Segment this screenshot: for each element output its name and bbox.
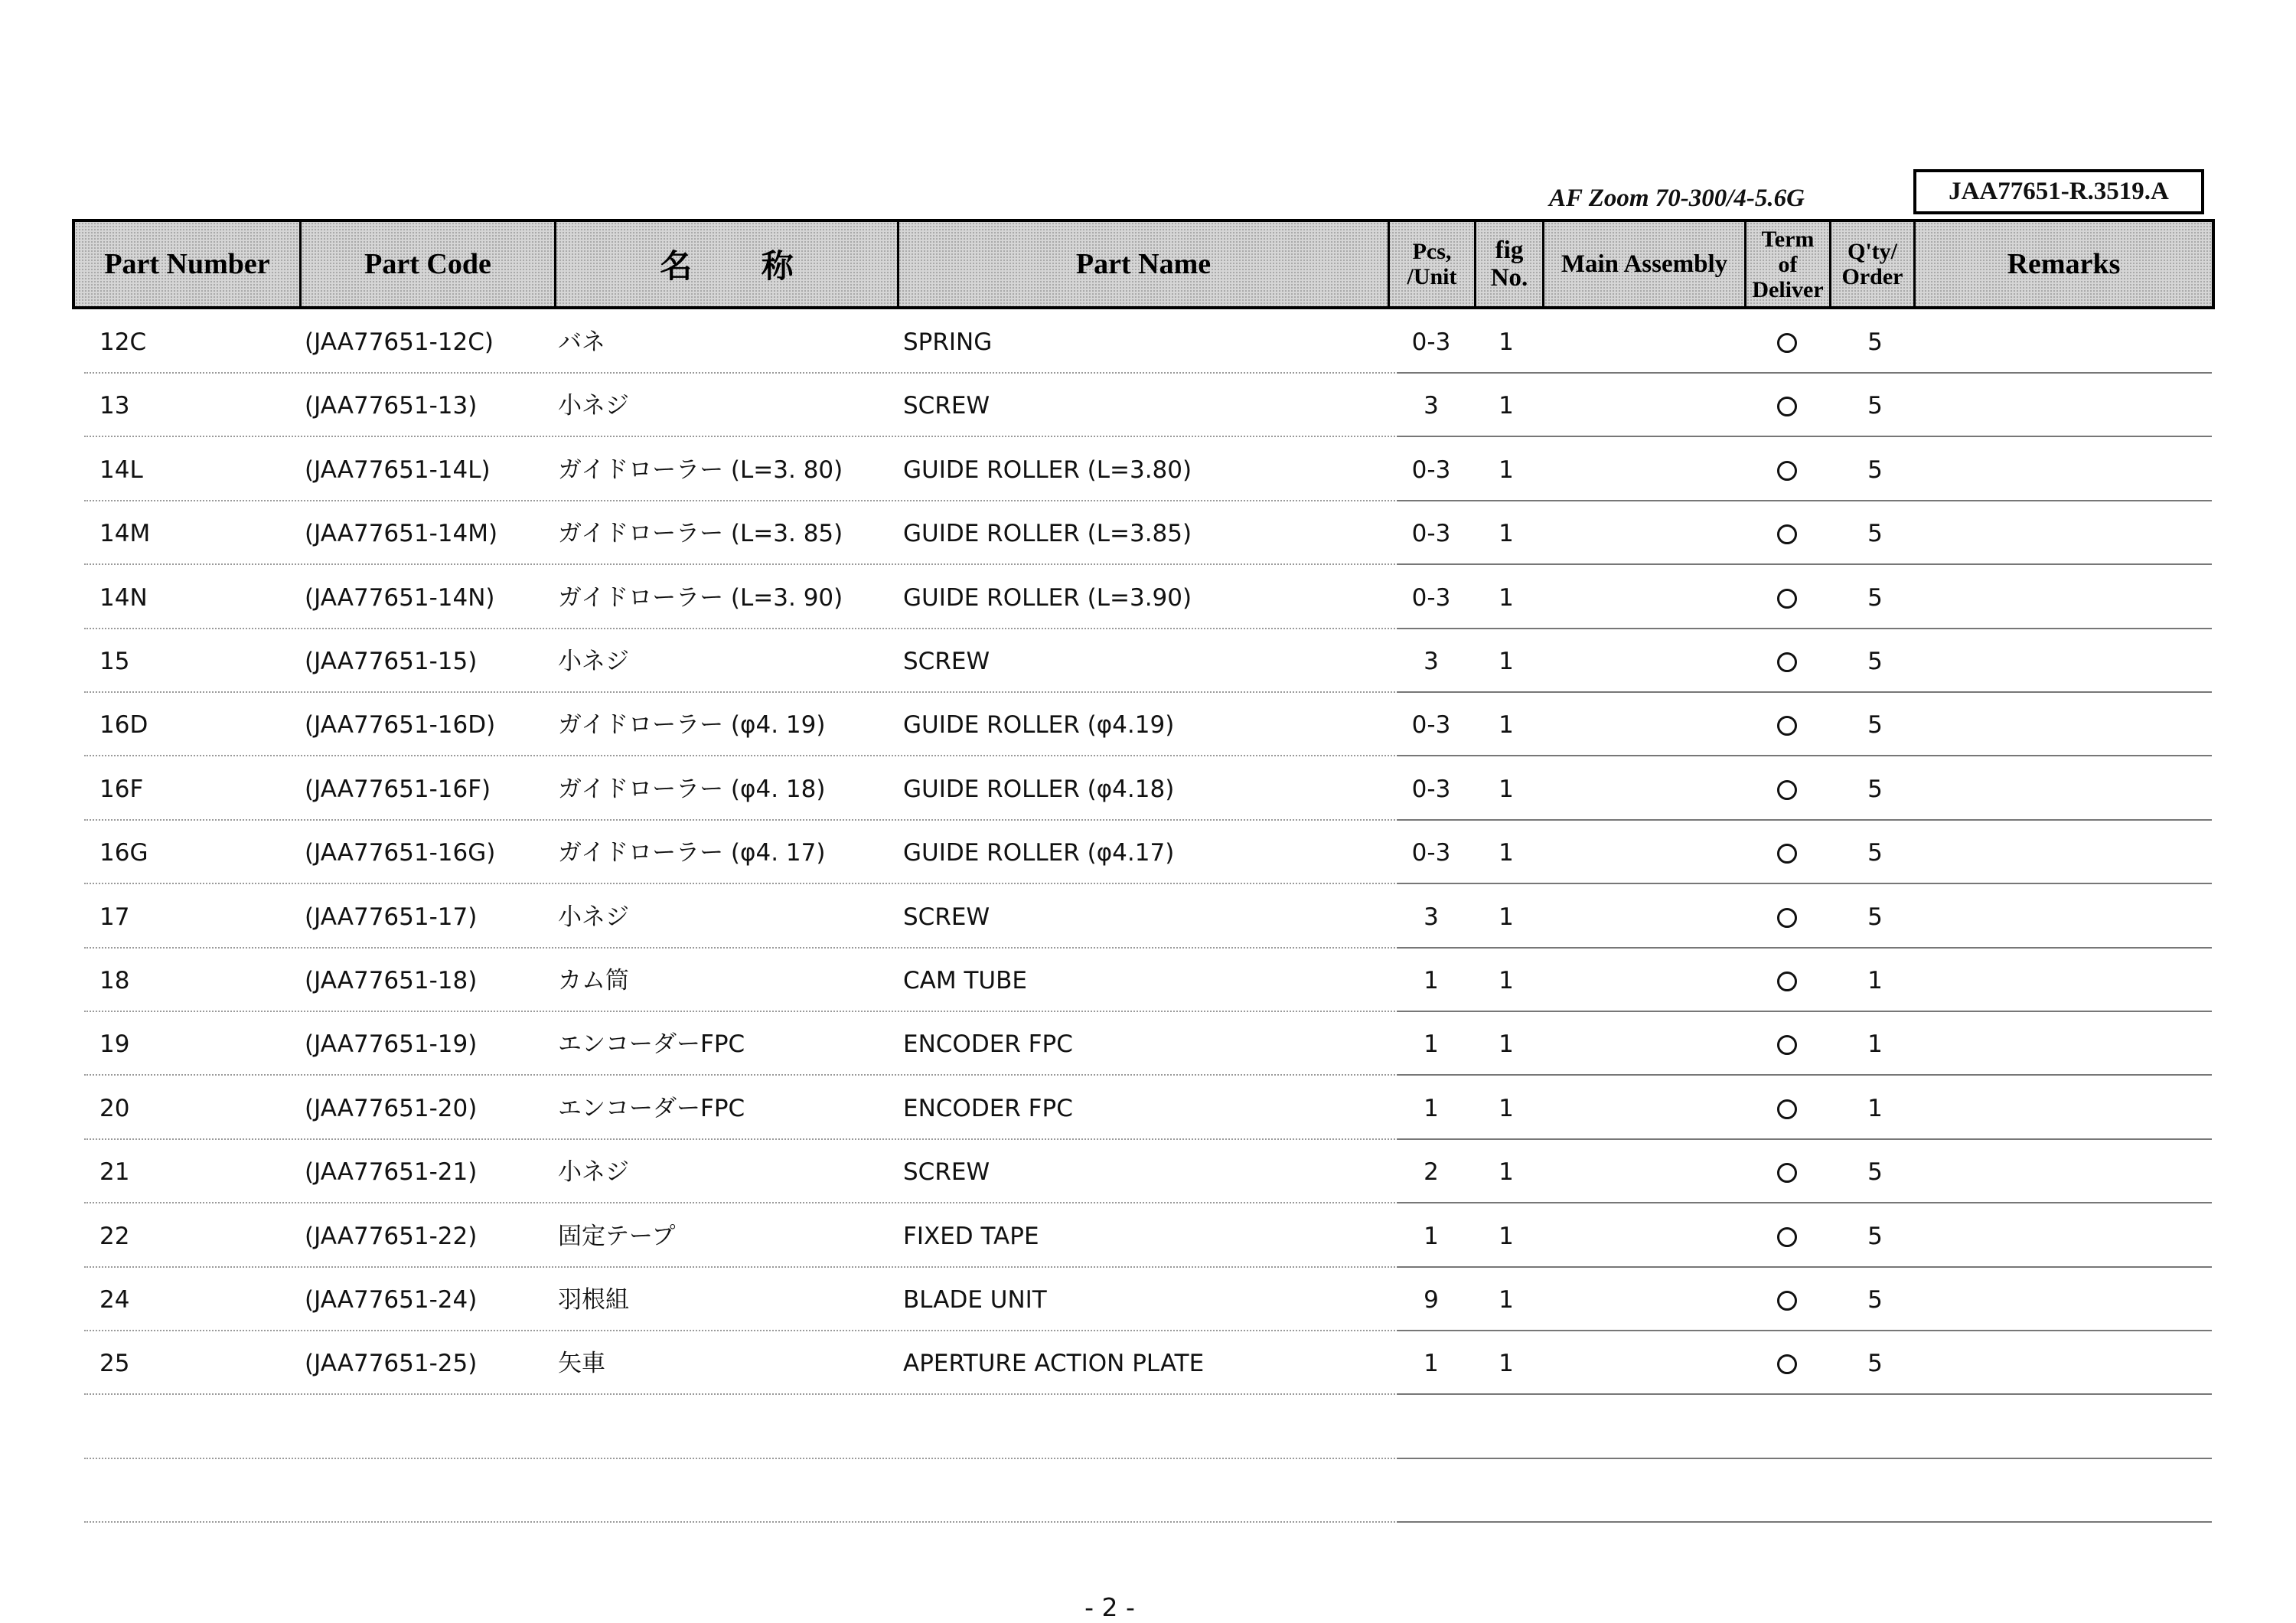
row-divider-right: [1397, 628, 2212, 629]
fig-no-cell: 1: [1499, 1095, 1514, 1122]
fig-no-cell: 1: [1499, 711, 1514, 739]
row-divider-right: [1397, 1011, 2212, 1012]
fig-no-cell: 1: [1499, 328, 1514, 356]
part-number-cell: 19: [99, 1030, 130, 1058]
part-code-cell: (JAA77651-13): [305, 392, 478, 420]
pcs-unit-cell: 3: [1424, 903, 1439, 931]
header-name-jp: 名 称: [556, 222, 899, 306]
pcs-unit-cell: 0-3: [1411, 328, 1451, 356]
pcs-unit-cell: 0-3: [1411, 456, 1451, 484]
empty-row-divider-right: [1397, 1458, 2212, 1459]
qty-order-cell: 5: [1867, 1158, 1883, 1186]
part-name-cell: BLADE UNIT: [903, 1286, 1047, 1314]
header-fig-no: [1476, 222, 1544, 306]
part-number-cell: 24: [99, 1286, 130, 1314]
part-name-cell: ENCODER FPC: [903, 1095, 1073, 1122]
pcs-unit-cell: 1: [1424, 1223, 1439, 1250]
pcs-unit-cell: 1: [1424, 1030, 1439, 1058]
term-of-deliver-circle: [1777, 1291, 1797, 1311]
part-name-cell: GUIDE ROLLER (L=3.90): [903, 584, 1192, 612]
header-part-code: Part Code: [302, 222, 556, 306]
header-term-line3: Deliver: [1752, 276, 1824, 302]
part-name-cell: SPRING: [903, 328, 993, 356]
qty-order-cell: 5: [1867, 648, 1883, 675]
part-number-cell: 25: [99, 1350, 130, 1377]
part-name-cell: APERTURE ACTION PLATE: [903, 1350, 1205, 1377]
header-part-name: Part Name: [899, 222, 1390, 306]
part-number-cell: 13: [99, 392, 130, 420]
name-jp-cell: 小ネジ: [558, 1158, 629, 1186]
header-part-number: Part Number: [75, 222, 302, 306]
header-fig-line1: fig: [1495, 237, 1524, 264]
empty-row-divider-right: [1397, 1521, 2212, 1523]
part-code-cell: (JAA77651-18): [305, 967, 478, 994]
name-jp-cell: カム筒: [558, 967, 629, 994]
qty-order-cell: 5: [1867, 1350, 1883, 1377]
qty-order-cell: 5: [1867, 456, 1883, 484]
name-jp-cell: バネ: [558, 328, 605, 356]
name-jp-cell: ガイドローラー (φ4. 19): [558, 711, 826, 739]
part-code-cell: (JAA77651-16D): [305, 711, 496, 739]
part-number-cell: 16D: [99, 711, 148, 739]
term-of-deliver-circle: [1777, 1354, 1797, 1374]
part-code-cell: (JAA77651-25): [305, 1350, 478, 1377]
row-divider-right: [1397, 436, 2212, 437]
pcs-unit-cell: 0-3: [1411, 711, 1451, 739]
name-jp-cell: ガイドローラー (L=3. 90): [558, 584, 843, 612]
qty-order-cell: 1: [1867, 1030, 1883, 1058]
part-number-cell: 16F: [99, 776, 144, 803]
part-code-cell: (JAA77651-17): [305, 903, 478, 931]
qty-order-cell: 5: [1867, 711, 1883, 739]
term-of-deliver-circle: [1777, 524, 1797, 544]
row-divider-right: [1397, 1074, 2212, 1076]
header-fig-line2: No.: [1490, 264, 1528, 292]
term-of-deliver-circle: [1777, 1099, 1797, 1119]
part-name-cell: GUIDE ROLLER (φ4.18): [903, 776, 1175, 803]
header-qty-line2: Order: [1841, 264, 1903, 289]
fig-no-cell: 1: [1499, 1223, 1514, 1250]
term-of-deliver-circle: [1777, 972, 1797, 991]
name-jp-cell: ガイドローラー (φ4. 18): [558, 776, 826, 803]
row-divider-right: [1397, 819, 2212, 821]
part-code-cell: (JAA77651-16F): [305, 776, 491, 803]
row-divider-right: [1397, 563, 2212, 565]
name-jp-cell: 矢車: [558, 1350, 605, 1377]
document-number: JAA77651-R.3519.A: [1913, 169, 2204, 214]
pcs-unit-cell: 3: [1424, 392, 1439, 420]
row-divider-right: [1397, 691, 2212, 693]
part-name-cell: ENCODER FPC: [903, 1030, 1073, 1058]
fig-no-cell: 1: [1499, 1030, 1514, 1058]
name-jp-cell: 小ネジ: [558, 648, 629, 675]
qty-order-cell: 5: [1867, 1223, 1883, 1250]
term-of-deliver-circle: [1777, 908, 1797, 928]
part-code-cell: (JAA77651-15): [305, 648, 478, 675]
part-number-cell: 22: [99, 1223, 130, 1250]
part-number-cell: 18: [99, 967, 130, 994]
header-remarks: Remarks: [2007, 248, 2121, 280]
qty-order-cell: 5: [1867, 1286, 1883, 1314]
part-name-cell: GUIDE ROLLER (φ4.17): [903, 839, 1175, 867]
part-name-cell: GUIDE ROLLER (L=3.80): [903, 456, 1192, 484]
pcs-unit-cell: 1: [1424, 967, 1439, 994]
page-number: - 2 -: [1084, 1592, 1135, 1622]
table-header: [72, 219, 2215, 309]
part-number-cell: 14N: [99, 584, 148, 612]
fig-no-cell: 1: [1499, 903, 1514, 931]
header-pcs-unit: [1390, 222, 1476, 306]
term-of-deliver-circle: [1777, 652, 1797, 672]
qty-order-cell: 5: [1867, 903, 1883, 931]
fig-no-cell: 1: [1499, 776, 1514, 803]
name-jp-cell: ガイドローラー (φ4. 17): [558, 839, 826, 867]
name-jp-cell: エンコーダーFPC: [558, 1030, 745, 1058]
name-jp-cell: ガイドローラー (L=3. 80): [558, 456, 843, 484]
part-number-cell: 16G: [99, 839, 148, 867]
pcs-unit-cell: 1: [1424, 1095, 1439, 1122]
term-of-deliver-circle: [1777, 780, 1797, 800]
name-jp-cell: 羽根組: [558, 1286, 629, 1314]
header-main-assembly: Main Assembly: [1544, 222, 1746, 306]
header-term-of-deliver: [1746, 222, 1831, 306]
pcs-unit-cell: 0-3: [1411, 520, 1451, 547]
term-of-deliver-circle: [1777, 1227, 1797, 1247]
part-name-cell: CAM TUBE: [903, 967, 1027, 994]
part-code-cell: (JAA77651-19): [305, 1030, 478, 1058]
qty-order-cell: 5: [1867, 328, 1883, 356]
row-divider-right: [1397, 883, 2212, 884]
part-code-cell: (JAA77651-14N): [305, 584, 495, 612]
header-pcs-line2: /Unit: [1407, 264, 1457, 289]
row-divider-right: [1397, 1202, 2212, 1203]
part-name-cell: SCREW: [903, 392, 990, 420]
part-code-cell: (JAA77651-14M): [305, 520, 498, 547]
part-number-cell: 17: [99, 903, 130, 931]
part-code-cell: (JAA77651-14L): [305, 456, 491, 484]
pcs-unit-cell: 0-3: [1411, 839, 1451, 867]
term-of-deliver-circle: [1777, 1035, 1797, 1055]
part-name-cell: SCREW: [903, 903, 990, 931]
pcs-unit-cell: 1: [1424, 1350, 1439, 1377]
header-qty-line1: Q'ty/: [1848, 239, 1897, 264]
part-name-cell: GUIDE ROLLER (L=3.85): [903, 520, 1192, 547]
term-of-deliver-circle: [1777, 333, 1797, 353]
header-qty-order: [1831, 222, 1916, 306]
qty-order-cell: 5: [1867, 584, 1883, 612]
row-divider-right: [1397, 1330, 2212, 1331]
header-term-line2: of: [1778, 251, 1798, 277]
qty-order-cell: 5: [1867, 392, 1883, 420]
row-divider-right: [1397, 755, 2212, 756]
part-number-cell: 14M: [99, 520, 151, 547]
fig-no-cell: 1: [1499, 520, 1514, 547]
header-pcs-line1: Pcs,: [1412, 239, 1452, 264]
qty-order-cell: 5: [1867, 520, 1883, 547]
name-jp-cell: 小ネジ: [558, 392, 629, 420]
fig-no-cell: 1: [1499, 648, 1514, 675]
fig-no-cell: 1: [1499, 1350, 1514, 1377]
part-code-cell: (JAA77651-20): [305, 1095, 478, 1122]
term-of-deliver-circle: [1777, 589, 1797, 609]
term-of-deliver-circle: [1777, 461, 1797, 481]
row-divider-right: [1397, 500, 2212, 501]
part-code-cell: (JAA77651-21): [305, 1158, 478, 1186]
part-code-cell: (JAA77651-16G): [305, 839, 496, 867]
pcs-unit-cell: 0-3: [1411, 584, 1451, 612]
qty-order-cell: 5: [1867, 776, 1883, 803]
part-number-cell: 14L: [99, 456, 143, 484]
qty-order-cell: 1: [1867, 1095, 1883, 1122]
pcs-unit-cell: 2: [1424, 1158, 1439, 1186]
qty-order-cell: 1: [1867, 967, 1883, 994]
part-number-cell: 12C: [99, 328, 147, 356]
fig-no-cell: 1: [1499, 456, 1514, 484]
header-term-line1: Term: [1761, 226, 1815, 252]
fig-no-cell: 1: [1499, 392, 1514, 420]
model-title: AF Zoom 70-300/4-5.6G: [1549, 185, 1805, 212]
fig-no-cell: 1: [1499, 1286, 1514, 1314]
fig-no-cell: 1: [1499, 1158, 1514, 1186]
name-jp-cell: 小ネジ: [558, 903, 629, 931]
pcs-unit-cell: 9: [1424, 1286, 1439, 1314]
part-code-cell: (JAA77651-24): [305, 1286, 478, 1314]
fig-no-cell: 1: [1499, 584, 1514, 612]
pcs-unit-cell: 0-3: [1411, 776, 1451, 803]
part-name-cell: GUIDE ROLLER (φ4.19): [903, 711, 1175, 739]
fig-no-cell: 1: [1499, 839, 1514, 867]
pcs-unit-cell: 3: [1424, 648, 1439, 675]
part-code-cell: (JAA77651-12C): [305, 328, 494, 356]
part-code-cell: (JAA77651-22): [305, 1223, 478, 1250]
name-jp-cell: 固定テープ: [558, 1223, 676, 1250]
name-jp-cell: ガイドローラー (L=3. 85): [558, 520, 843, 547]
part-number-cell: 21: [99, 1158, 130, 1186]
row-divider-right: [1397, 1138, 2212, 1140]
term-of-deliver-circle: [1777, 844, 1797, 864]
part-number-cell: 20: [99, 1095, 130, 1122]
qty-order-cell: 5: [1867, 839, 1883, 867]
term-of-deliver-circle: [1777, 397, 1797, 416]
row-divider-right: [1397, 1393, 2212, 1395]
part-name-cell: SCREW: [903, 648, 990, 675]
row-divider-right: [1397, 1266, 2212, 1268]
row-divider-right: [1397, 947, 2212, 949]
part-number-cell: 15: [99, 648, 130, 675]
term-of-deliver-circle: [1777, 716, 1797, 736]
term-of-deliver-circle: [1777, 1163, 1797, 1183]
part-name-cell: SCREW: [903, 1158, 990, 1186]
fig-no-cell: 1: [1499, 967, 1514, 994]
row-divider-right: [1397, 372, 2212, 374]
name-jp-cell: エンコーダーFPC: [558, 1095, 745, 1122]
part-name-cell: FIXED TAPE: [903, 1223, 1039, 1250]
